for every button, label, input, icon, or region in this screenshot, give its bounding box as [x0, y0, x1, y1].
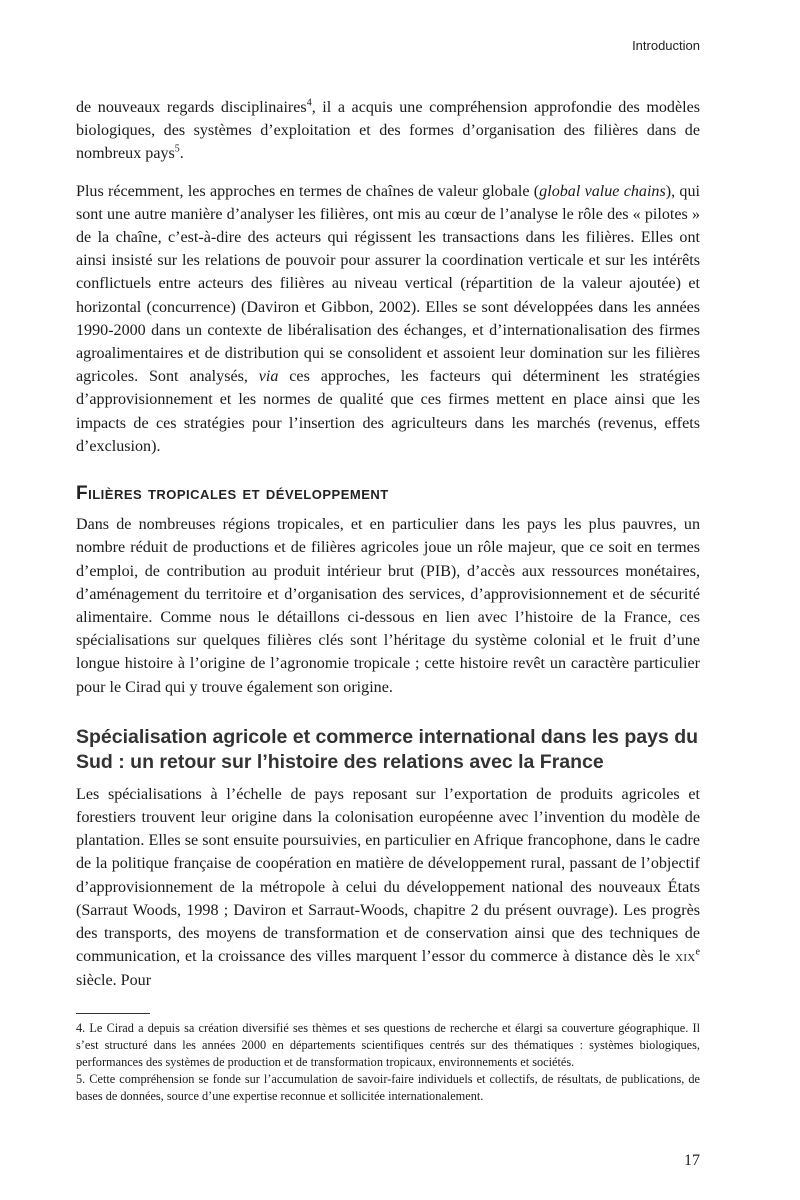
running-head: Introduction: [632, 38, 700, 53]
footnote-5: 5. Cette compréhension se fonde sur l’accumulation de savoir-faire individuels et collectifs, de résultats, de publications, de bases de données, source d’une expertise reconnue et sollicitée internationalement.: [76, 1072, 700, 1103]
footnotes: [76, 1020, 700, 1105]
subsection-heading: Spécialisation agricole et commerce international dans les pays du Sud : un retour sur l’histoire des relations avec la France: [76, 725, 699, 773]
paragraph-1: de nouveaux regards disciplinaires$^4$, il a acquis une compréhension approfondie des modèles biologiques, des systèmes d’exploitation et des formes d’organisation des filières dans de nombreux pays$^5$.: [76, 97, 700, 163]
page-number: 17: [684, 1152, 700, 1169]
footnote-4: 4. Le Cirad a depuis sa création diversifié ses thèmes et ses questions de recherche et élargi sa couverture géographique. Il s’est structuré dans les années 2000 en départements scientifiques centrés sur des thématiques : systèmes biologiques, performances des systèmes de production et de transformation tropicaux, environnements et sociétés.: [76, 1021, 700, 1069]
footnote-divider: [76, 1013, 150, 1014]
main-text: [76, 96, 700, 992]
section-heading: Filières tropicales et développement: [76, 483, 389, 505]
footnote-ref-4[interactable]: 4: [306, 97, 312, 109]
century-numeral: xix: [675, 948, 696, 966]
italic-term: via: [258, 368, 279, 386]
paragraph-4: Les spécialisations à l’échelle de pays reposant sur l’exportation de produits agricoles et forestiers trouvent leur origine dans la colonisation européenne avec l’invention du modèle de plantation. Elles se sont ensuite poursuivies, en particulier en Afrique francophone, dans le cadre de la politique française de coopération en matière de développement rural, passant de l’objectif d’approvisionnement de la métropole à celui du développement national des nouveaux États (Sarraut Woods, 1998 ; Daviron et Sarraut-Woods, chapitre 2 du présent ouvrage). Les progrès des transports, des moyens de transformation et de conservation ainsi que des techniques de communication, et la croissance des villes marquent l’essor du commerce à distance dès le xix$^e$ siècle. Pour: [76, 785, 700, 989]
footnote-ref-5[interactable]: 5: [174, 144, 180, 156]
italic-term: global value chains: [539, 182, 666, 200]
paragraph-2: Plus récemment, les approches en termes de chaînes de valeur globale (global value chains), qui sont une autre manière d’analyser les filières, ont mis au cœur de l’analyse le rôle des « pilotes » de la chaîne, c’est-à-dire des acteurs qui régissent les transactions dans les filières. Elles ont ainsi insisté sur les relations de pouvoir pour assurer la coordination verticale et sur les intérêts conflictuels entre acteurs des filières au niveau vertical (répartition de la valeur ajoutée) et horizontal (concurrence) (Daviron et Gibbon, 2002). Elles se sont développées dans les années 1990-2000 dans un contexte de libéralisation des échanges, et d’internationalisation des firmes agroalimentaires et de distribution qui se consolident et assoient leur domination sur les filières agricoles. Sont analysés, via ces approches, les facteurs qui déterminent les stratégies d’approvisionnement et les normes de qualité que ces firmes mettent en place ainsi que les impacts de ces stratégies pour l’insertion des agriculteurs dans les marchés (revenus, effets d’exclusion).: [76, 182, 700, 455]
paragraph-3: Dans de nombreuses régions tropicales, et en particulier dans les pays les plus pauvres, un nombre réduit de productions et de filières agricoles joue un rôle majeur, que ce soit en termes d’emploi, de contribution au produit intérieur brut (PIB), d’accès aux ressources monétaires, d’aménagement du territoire et d’organisation des services, d’approvisionnement et de sécurité alimentaire. Comme nous le détaillons ci-dessous en lien avec l’histoire de la France, ces spécialisations sur quelques filières clés sont l’héritage du système colonial et le fruit d’une longue histoire à l’origine de l’agronomie tropicale ; cette histoire revêt un caractère particulier pour le Cirad qui y trouve également son origine.: [76, 516, 700, 696]
